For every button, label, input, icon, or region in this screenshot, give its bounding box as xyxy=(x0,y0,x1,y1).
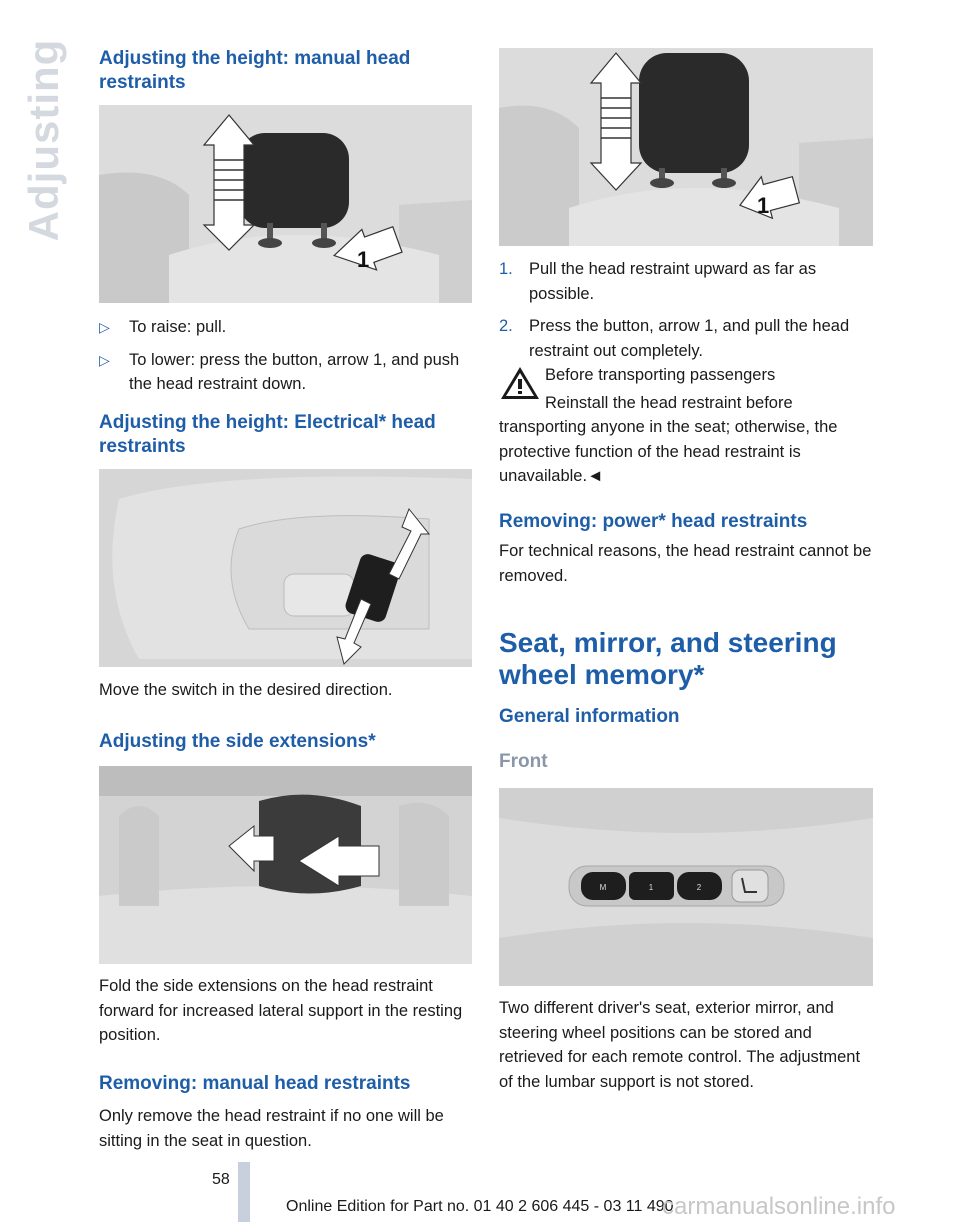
manual-height-title: Adjusting the height: manual head restraints xyxy=(99,48,411,93)
general-title: General information xyxy=(499,706,680,727)
general-section xyxy=(499,705,873,729)
footer-text: Online Edition for Part no. 01 40 2 606 445 - 03 11 490 xyxy=(286,1198,674,1215)
electrical-switch-figure xyxy=(99,469,472,667)
triangle-bullet-icon: ▷ xyxy=(99,351,110,368)
removing-manual-section xyxy=(99,1072,472,1153)
memory-button-1: 1 xyxy=(648,883,654,892)
warning-triangle-icon xyxy=(499,365,541,401)
removing-manual-title: Removing: manual head restraints xyxy=(99,1073,411,1094)
side-tab xyxy=(14,40,74,240)
manual-height-section xyxy=(99,47,472,95)
electrical-text: Move the switch in the desired direction. xyxy=(99,681,393,699)
removing-power-section xyxy=(499,510,873,588)
removing-power-text: For technical reasons, the head restraint cannot be removed. xyxy=(499,542,872,585)
steps-section xyxy=(499,257,873,371)
footer-bar xyxy=(238,1162,250,1222)
side-ext-text: Fold the side extensions on the head restraint forward for increased lateral support in the resting position. xyxy=(99,977,463,1044)
memory-button-2: 2 xyxy=(696,883,702,892)
electrical-section xyxy=(99,411,472,459)
front-label: Front xyxy=(499,751,548,772)
memory-title: Seat, mirror, and steering wheel memory* xyxy=(499,627,837,690)
memory-buttons-figure xyxy=(499,788,873,986)
list-item: 1. Pull the head restraint upward as far as possible. xyxy=(499,257,873,306)
memory-button-m: M xyxy=(599,883,607,892)
triangle-bullet-icon: ▷ xyxy=(99,319,110,335)
remove-head-restraint-figure xyxy=(499,48,873,246)
memory-section xyxy=(499,627,873,691)
memory-text: Two different driver's seat, exterior mirror, and steering wheel positions can be stored and retrieved for each remote control. The adjustment of the lumbar support is not stored. xyxy=(499,999,861,1091)
callout-number: 1 xyxy=(357,247,370,272)
watermark: carmanualsonline.info xyxy=(662,1193,896,1220)
warning-title: Before transporting passengers xyxy=(545,366,776,384)
electrical-title: Adjusting the height: Electrical* head restraints xyxy=(99,412,436,457)
warning-text: Reinstall the head restraint before transporting anyone in the seat; otherwise, the protective function of the head restraint is unavailable.◄ xyxy=(499,393,838,485)
list-item: ▷ To raise: pull. xyxy=(99,315,472,340)
warning-block xyxy=(499,363,873,489)
side-ext-section xyxy=(99,730,472,754)
callout-number: 1 xyxy=(757,193,770,218)
electrical-text-block xyxy=(99,678,472,703)
manual-head-restraint-figure xyxy=(99,105,472,303)
side-ext-title: Adjusting the side extensions* xyxy=(99,731,376,752)
removing-power-title: Removing: power* head restraints xyxy=(499,511,808,532)
list-item: 2. Press the button, arrow 1, and pull the head restraint out completely. xyxy=(499,314,873,363)
front-subsection xyxy=(499,751,873,773)
page-number: 58 xyxy=(212,1171,230,1188)
removing-manual-text: Only remove the head restraint if no one will be sitting in the seat in question. xyxy=(99,1107,444,1150)
side-ext-text-block xyxy=(99,974,472,1048)
step-number: 1. xyxy=(499,260,513,278)
memory-text-block xyxy=(499,996,873,1094)
manual-height-list xyxy=(99,315,472,405)
side-extensions-figure xyxy=(99,766,472,964)
list-item: ▷ To lower: press the button, arrow 1, and push the head restraint down. xyxy=(99,348,472,397)
step-number: 2. xyxy=(499,317,513,335)
side-tab-label: Adjusting xyxy=(20,38,67,242)
